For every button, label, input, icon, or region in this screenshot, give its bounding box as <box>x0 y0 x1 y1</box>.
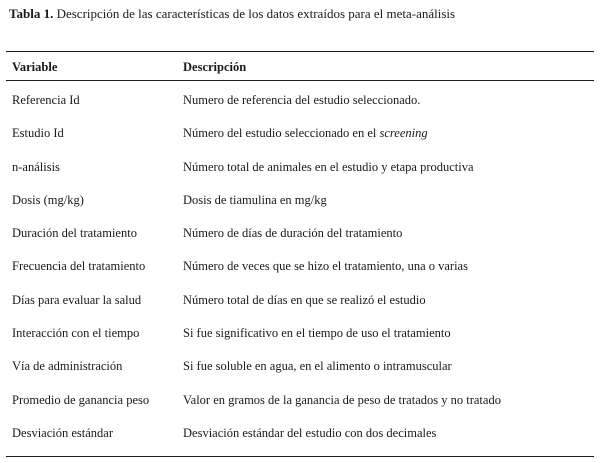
row-variable: Estudio Id <box>12 126 64 141</box>
row-variable: Dosis (mg/kg) <box>12 192 84 207</box>
row-description <box>183 159 474 175</box>
table-row <box>0 392 600 425</box>
table-bottom-rule <box>6 456 594 457</box>
table-row <box>0 125 600 158</box>
row-description <box>183 325 451 341</box>
table-header-rule <box>6 80 594 81</box>
row-description-text: Numero de referencia del estudio seleccionado. <box>183 93 421 107</box>
table-caption-label: Tabla 1. <box>9 6 54 21</box>
table-row <box>0 292 600 325</box>
table-row <box>0 358 600 391</box>
table-row <box>0 92 600 125</box>
table-header-row <box>0 59 600 75</box>
row-description-text: Desviación estándar del estudio con dos decimales <box>183 425 437 440</box>
row-description-text: Valor en gramos de la ganancia de peso de tratados y no tratado <box>183 392 501 407</box>
row-variable: Días para evaluar la salud <box>12 292 142 307</box>
table-row <box>0 225 600 258</box>
table-top-rule <box>6 51 594 52</box>
row-variable: Referencia Id <box>12 93 80 107</box>
row-description-text: Si fue significativo en el tiempo de uso el tratamiento <box>183 326 451 341</box>
row-description-text: Número de días de duración del tratamiento <box>183 226 403 241</box>
row-description-text: Número total de animales en el estudio y etapa productiva <box>183 159 474 174</box>
table-caption <box>9 6 455 22</box>
row-description <box>183 358 452 374</box>
table-row <box>0 159 600 192</box>
table-caption-text: Descripción de las características de los datos extraídos para el meta-análisis <box>53 6 456 21</box>
row-description <box>183 225 402 241</box>
row-description-italic: screening <box>379 126 428 141</box>
header-variable: Variable <box>12 60 58 74</box>
row-description-text: Número de veces que se hizo el tratamiento, una o varias <box>183 259 468 274</box>
header-description: Descripción <box>183 60 247 74</box>
row-variable: Desviación estándar <box>12 425 114 440</box>
row-variable: Promedio de ganancia peso <box>12 392 150 407</box>
row-description-text: Dosis de tiamulina en mg/kg <box>183 192 327 207</box>
table-row <box>0 258 600 291</box>
row-description <box>183 292 426 308</box>
row-description-text: Número del estudio seleccionado en el <box>183 126 380 141</box>
row-description <box>183 425 436 441</box>
row-variable: Duración del tratamiento <box>12 226 137 241</box>
table-row <box>0 325 600 358</box>
row-description <box>183 392 501 408</box>
row-description-text: Número total de días en que se realizó el estudio <box>183 292 426 307</box>
table-body <box>0 92 600 458</box>
row-description <box>183 92 420 108</box>
row-variable: n-análisis <box>12 159 60 174</box>
row-variable: Frecuencia del tratamiento <box>12 259 146 274</box>
row-variable: Interacción con el tiempo <box>12 326 140 341</box>
row-description <box>183 192 327 208</box>
row-description-text: Si fue soluble en agua, en el alimento o intramuscular <box>183 359 452 374</box>
table-row <box>0 425 600 458</box>
row-description <box>183 258 468 274</box>
row-variable: Vía de administración <box>12 359 123 374</box>
row-description <box>183 125 428 141</box>
table-row <box>0 192 600 225</box>
